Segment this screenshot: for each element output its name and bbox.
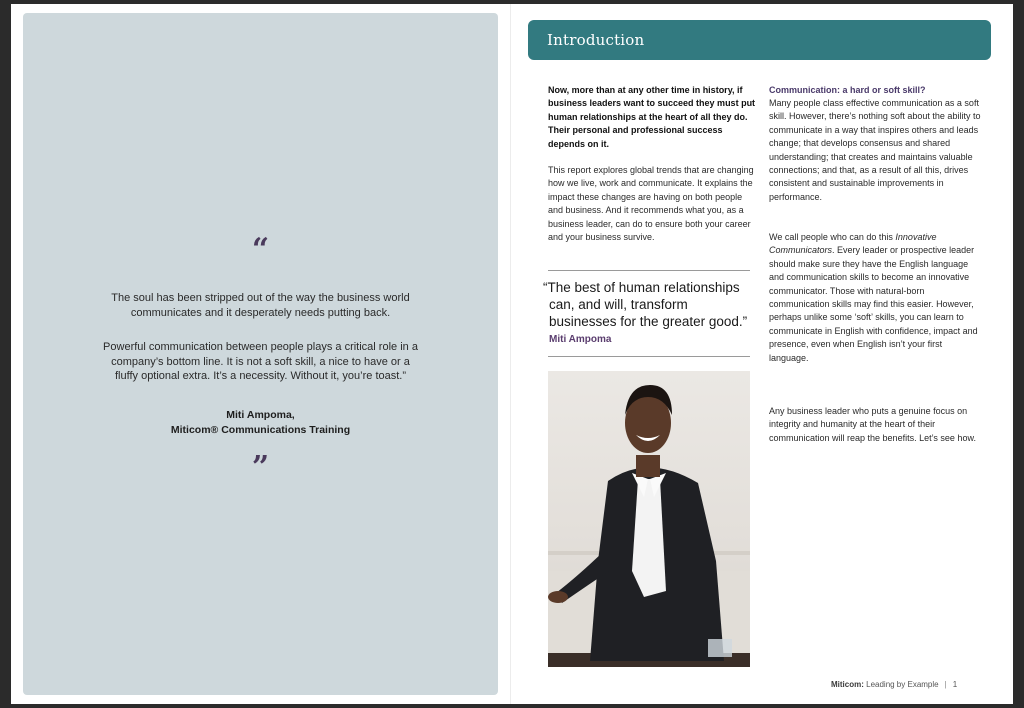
- sidebar-paragraph-2: [769, 231, 981, 365]
- pull-quote-author: Miti Ampoma: [549, 334, 612, 345]
- open-quote-mark: “: [251, 232, 270, 267]
- lead-paragraph: Now, more than at any other time in history, if business leaders want to succeed they must put human relationships at the heart of all they do. Their personal and professional success depends on it.: [548, 85, 756, 149]
- page-number: 1: [952, 680, 958, 689]
- sidebar-p2-emphasis: Innovative Communicators: [769, 232, 937, 256]
- quote-paragraph-1: The soul has been stripped out of the way the business world communicates and it desperately needs putting back.: [111, 292, 410, 319]
- quote-author: Miti Ampoma,: [226, 409, 295, 421]
- footer-separator: |: [944, 680, 947, 689]
- sidebar-paragraph-3: Any business leader who puts a genuine focus on integrity and humanity at the heart of their communication will reap the benefits. Let’s see how.: [769, 406, 976, 443]
- pull-quote-bottom-rule: [548, 356, 750, 357]
- pull-quote-line-2: can, and will, transform: [549, 297, 688, 312]
- section-banner: [528, 20, 991, 60]
- footer-tagline: Leading by Example: [863, 680, 939, 689]
- page-gutter: [510, 4, 511, 704]
- portrait-photo: [548, 371, 750, 667]
- quote-panel: [23, 13, 498, 695]
- intro-paragraph: This report explores global trends that are changing how we live, work and communicate. It explains the impact these changes are having on both people and business. And it recommends what you, as a business leader, can do to ensure both your career and your business survive.: [548, 165, 754, 243]
- sidebar-paragraph-1: Many people class effective communication as a soft skill. However, there’s nothing soft about the ability to communicate in a way that inspires others and leads change; that develops consensus and shared understanding; that creates and maintains valuable connections; and that, as a result of all this, drives consistent and sustainable improvements in performance.: [769, 98, 981, 202]
- portrait-illustration: [548, 371, 750, 667]
- sidebar-p2-start: We call people who can do this: [769, 232, 896, 242]
- pull-quote: [543, 279, 755, 330]
- sidebar-p2-end: . Every leader or prospective leader should make sure they have the English language and communication skills to become an innovative communicator. Those with natural-born communication skills may find this easier. However, perhaps unlike some ‘soft’ skills, you can learn to communicate in English with confidence, impact and presence, even when English isn’t your first language.: [769, 245, 978, 363]
- pull-quote-line-1: “The best of human relationships: [543, 280, 740, 295]
- close-quote-mark: ”: [251, 450, 270, 485]
- pull-quote-line-3: businesses for the greater good.”: [549, 314, 748, 329]
- quote-attribution: [103, 408, 418, 437]
- footer-brand: Miticom:: [831, 680, 864, 689]
- quote-company: Miticom® Communications Training: [170, 423, 351, 436]
- pull-quote-top-rule: [548, 270, 750, 271]
- page-footer: [831, 680, 957, 689]
- sidebar-heading: Communication: a hard or soft skill?: [769, 85, 926, 95]
- quote-paragraph-2: Powerful communication between people plays a critical role in a company’s bottom line. It is not a soft skill, a nice to have or a fluffy optional extra. It’s a necessity. Without it, you’re toast.”: [103, 341, 418, 382]
- section-title: Introduction: [547, 31, 645, 49]
- document-spread: [11, 4, 1013, 704]
